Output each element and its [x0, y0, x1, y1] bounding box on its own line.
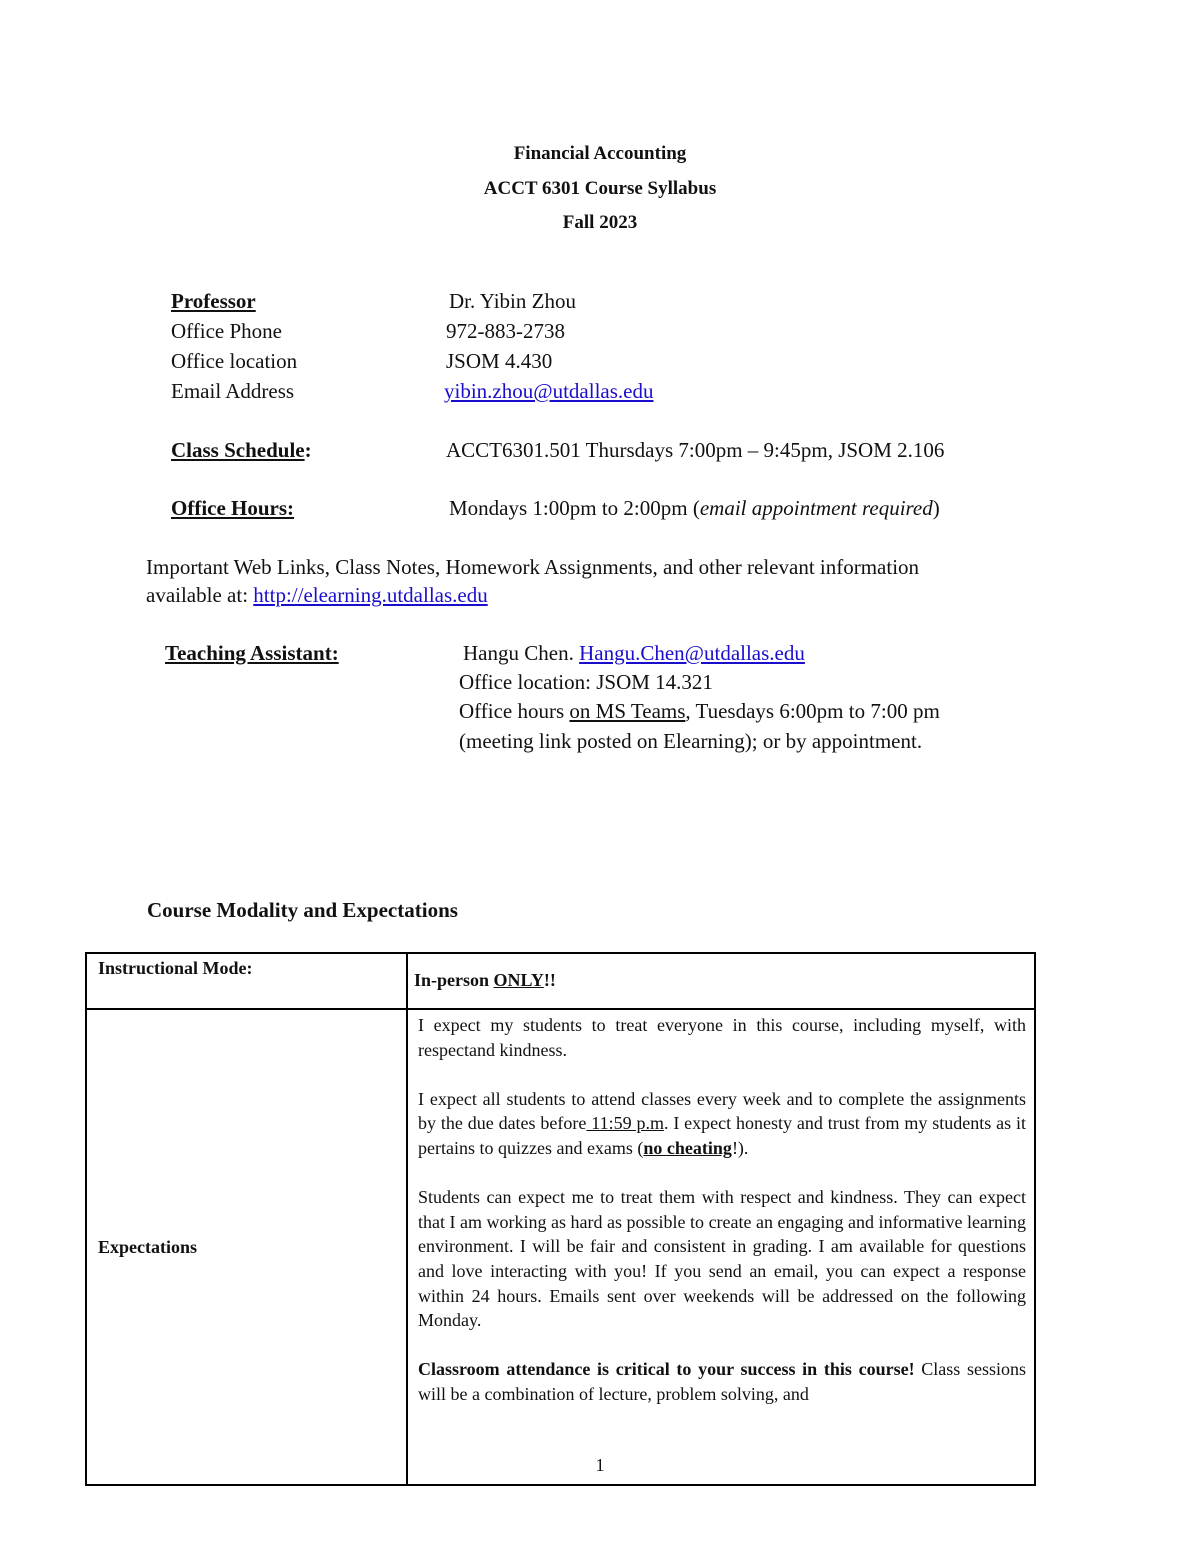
- office-hours-emphasis: email appointment required: [699, 496, 933, 520]
- office-hours-label: Office Hours:: [171, 496, 295, 520]
- course-code: ACCT 6301 Course Syllabus: [483, 178, 717, 199]
- office-phone-label: Office Phone: [171, 319, 282, 343]
- course-term: Fall 2023: [562, 212, 638, 233]
- class-schedule-label-text: Class Schedule: [171, 438, 305, 462]
- elearning-link[interactable]: http://elearning.utdallas.edu: [253, 583, 488, 607]
- ta-label: Teaching Assistant:: [165, 641, 339, 665]
- ta-hours-prefix: Office hours: [459, 699, 570, 723]
- ta-email-link[interactable]: Hangu.Chen@utdallas.edu: [579, 641, 805, 665]
- professor-email-link[interactable]: yibin.zhou@utdallas.edu: [444, 379, 654, 403]
- class-schedule-value: ACCT6301.501 Thursdays 7:00pm – 9:45pm, JSOM 2.106: [446, 438, 945, 462]
- web-links-line2: [146, 583, 488, 608]
- p2-text-c: . I expect honesty and trust from my students as it pertains to quizzes and exams (: [418, 1113, 1027, 1158]
- office-hours-prefix: Mondays 1:00pm to 2:00pm (: [449, 496, 700, 520]
- ta-name-line: [463, 641, 805, 666]
- class-schedule-label: [171, 438, 312, 463]
- p2-text-a: I expect all students to attend classes every week and to complete the assignments by the due dates before: [418, 1088, 1026, 1134]
- table-row: [86, 1009, 1035, 1485]
- class-schedule-colon: :: [304, 438, 312, 462]
- ta-office-hours: [459, 699, 940, 724]
- email-label: Email Address: [171, 379, 295, 403]
- ta-hours-note: (meeting link posted on Elearning); or by appointment.: [459, 729, 923, 753]
- office-hours-suffix: ): [932, 496, 940, 520]
- web-links-prefix: available at:: [146, 583, 254, 607]
- table-row: [86, 953, 1035, 1009]
- modality-heading: Course Modality and Expectations: [147, 898, 458, 922]
- p2-deadline: 11:59 p.m: [586, 1113, 664, 1134]
- course-title: Financial Accounting: [513, 143, 687, 164]
- expectations-label: Expectations: [86, 1009, 407, 1485]
- p2-no-cheating: no cheating: [643, 1137, 732, 1158]
- ta-office-location: Office location: JSOM 14.321: [459, 670, 713, 694]
- p4-bold: Classroom attendance is critical to your success in this course!: [418, 1359, 915, 1380]
- professor-label: Professor: [171, 289, 256, 313]
- professor-name: Dr. Yibin Zhou: [449, 289, 576, 313]
- mode-suffix: !!: [543, 970, 556, 990]
- ta-hours-suffix: , Tuesdays 6:00pm to 7:00 pm: [685, 699, 940, 723]
- mode-prefix: In-person: [414, 970, 494, 990]
- p2-text-e: !).: [731, 1137, 749, 1158]
- office-location-label: Office location: [171, 349, 298, 373]
- office-location-value: JSOM 4.430: [446, 349, 553, 373]
- mode-emphasis: ONLY: [493, 970, 544, 990]
- office-phone-value: 972-883-2738: [446, 319, 565, 343]
- instructional-mode-label: Instructional Mode:: [86, 953, 407, 1009]
- expectations-body: [407, 1009, 1035, 1485]
- modality-table: [85, 952, 1036, 1486]
- ms-teams-link[interactable]: on MS Teams: [569, 699, 686, 723]
- expectations-paragraph-4: [418, 1357, 1026, 1406]
- expectations-paragraph-2: [418, 1087, 1026, 1161]
- web-links-text: Important Web Links, Class Notes, Homework Assignments, and other relevant information: [146, 555, 920, 579]
- instructional-mode-value: [407, 953, 1035, 1009]
- expectations-paragraph-3: Students can expect me to treat them with respect and kindness. They can expect that I am working as hard as possible to create an engaging and informative learning environment. I will be fair and consistent in grading. I am available for questions and love interacting with you! If you send an email, you can expect a response within 24 hours. Emails sent over weekends will be addressed on the following Monday.: [418, 1187, 1026, 1331]
- p4-rest: Class sessions will be a combination of lecture, problem solving, and: [418, 1359, 1027, 1404]
- ta-name: Hangu Chen.: [463, 641, 580, 665]
- office-hours-value: [449, 496, 940, 521]
- page-number: 1: [595, 1455, 605, 1475]
- expectations-paragraph-1: I expect my students to treat everyone in this course, including myself, with respectand kindness.: [418, 1015, 1026, 1060]
